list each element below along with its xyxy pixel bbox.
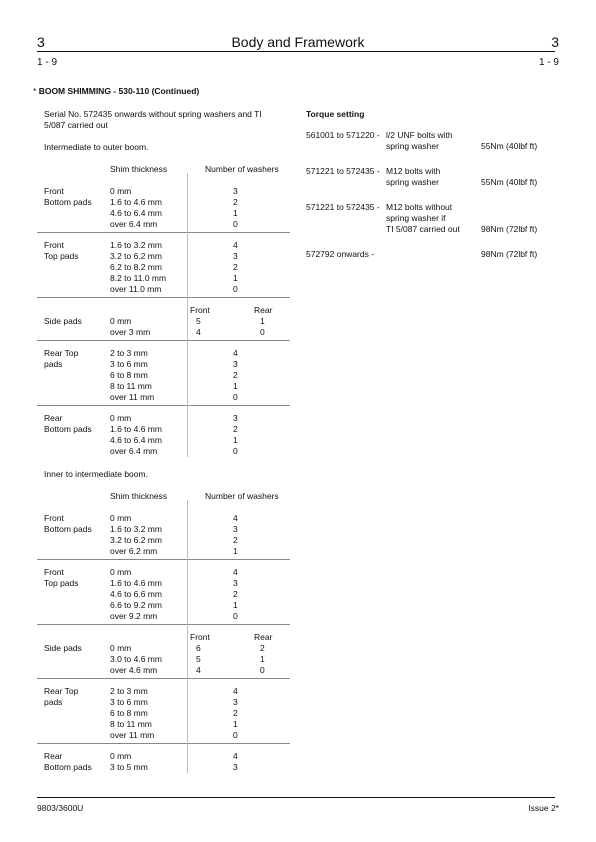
shim-thickness-value: 1.6 to 3.2 mm	[110, 240, 162, 250]
table-divider	[37, 340, 290, 341]
torque-value: 98Nm (72lbf ft)	[481, 224, 538, 234]
column-header-number-of-washers: Number of washers	[205, 164, 279, 174]
torque-value: 98Nm (72lbf ft)	[481, 249, 538, 259]
torque-value: 55Nm (40lbf ft)	[481, 177, 538, 187]
shim-thickness-value: 2 to 3 mm	[110, 348, 148, 358]
torque-bolt-description: M12 bolts with	[386, 166, 441, 176]
shim-thickness-value: 8 to 11 mm	[110, 381, 152, 391]
pad-group-label: Rear	[44, 751, 63, 761]
column-header-shim-thickness: Shim thickness	[110, 164, 168, 174]
table-divider	[37, 559, 290, 560]
section-number-left: 3	[37, 34, 45, 50]
shim-thickness-value: over 11 mm	[110, 730, 155, 740]
washers-value: 1	[233, 600, 238, 610]
section-heading	[33, 86, 199, 96]
washers-value: 2	[233, 589, 238, 599]
washers-value: 3	[233, 359, 238, 369]
washers-rear-value: 0	[260, 665, 265, 675]
washers-value: 3	[233, 762, 238, 772]
shim-thickness-value: over 6.4 mm	[110, 219, 158, 229]
shim-thickness-value: over 6.4 mm	[110, 446, 158, 456]
pad-group-label: Bottom pads	[44, 424, 92, 434]
pad-group-label: Rear Top	[44, 348, 79, 358]
washers-value: 3	[233, 251, 238, 261]
torque-serial-range: 571221 to 572435 -	[306, 166, 380, 176]
torque-serial-range: 572792 onwards -	[306, 249, 375, 259]
intro-line-1: Serial No. 572435 onwards without spring washers and TI	[44, 109, 262, 119]
shim-thickness-value: 1.6 to 4.6 mm	[110, 578, 162, 588]
pad-group-label: pads	[44, 697, 63, 707]
torque-bolt-description: spring washer if	[386, 213, 446, 223]
torque-bolt-description: TI 5/087 carried out	[386, 224, 460, 234]
pad-group-label: Rear	[44, 413, 63, 423]
shim-thickness-value: 0 mm	[110, 316, 132, 326]
shim-thickness-value: 6 to 8 mm	[110, 708, 148, 718]
shim-thickness-value: 3.0 to 4.6 mm	[110, 654, 162, 664]
shim-thickness-value: 2 to 3 mm	[110, 686, 148, 696]
shim-thickness-value: 6.2 to 8.2 mm	[110, 262, 162, 272]
footer-rule	[37, 797, 555, 798]
washers-value: 3	[233, 697, 238, 707]
washers-value: 2	[233, 370, 238, 380]
washers-value: 4	[233, 348, 238, 358]
shim-thickness-value: 3 to 5 mm	[110, 762, 148, 772]
shim-thickness-value: 1.6 to 3.2 mm	[110, 524, 162, 534]
shim-thickness-value: over 11 mm	[110, 392, 155, 402]
column-header-rear: Rear	[254, 632, 273, 642]
shim-thickness-value: 3.2 to 6.2 mm	[110, 535, 162, 545]
washers-value: 1	[233, 546, 238, 556]
shim-thickness-value: over 3 mm	[110, 327, 151, 337]
pad-group-label: Rear Top	[44, 686, 79, 696]
torque-serial-range: 571221 to 572435 -	[306, 202, 380, 212]
table-divider	[37, 678, 290, 679]
column-header-front: Front	[190, 632, 210, 642]
shim-thickness-value: 0 mm	[110, 751, 132, 761]
shim-thickness-value: 3.2 to 6.2 mm	[110, 251, 162, 261]
column-header-front: Front	[190, 305, 210, 315]
pad-group-label: Bottom pads	[44, 524, 92, 534]
washers-front-value: 6	[196, 643, 201, 653]
washers-value: 2	[233, 708, 238, 718]
washers-rear-value: 2	[260, 643, 265, 653]
washers-front-value: 5	[196, 654, 201, 664]
table-divider	[37, 232, 290, 233]
shim-thickness-value: 3 to 6 mm	[110, 359, 148, 369]
pad-group-label: pads	[44, 359, 63, 369]
pad-group-label: Bottom pads	[44, 762, 92, 772]
footer-document-code: 9803/3600U	[37, 803, 84, 813]
pad-group-label: Front	[44, 513, 64, 523]
page-title: Body and Framework	[231, 34, 365, 50]
page-number-right: 1 - 9	[538, 57, 559, 68]
column-header-rear: Rear	[254, 305, 273, 315]
column-divider	[187, 173, 188, 457]
shim-thickness-value: 6 to 8 mm	[110, 370, 148, 380]
revision-marker: *	[33, 86, 37, 96]
washers-rear-value: 1	[260, 316, 265, 326]
pad-group-label: Bottom pads	[44, 197, 92, 207]
washers-value: 2	[233, 535, 238, 545]
washers-value: 3	[233, 524, 238, 534]
table-divider	[37, 405, 290, 406]
washers-front-value: 4	[196, 665, 201, 675]
washers-value: 4	[233, 751, 238, 761]
shim-thickness-value: 1.6 to 4.6 mm	[110, 197, 162, 207]
pad-group-label: Side pads	[44, 643, 82, 653]
washers-value: 1	[233, 381, 238, 391]
pad-group-label: Top pads	[44, 251, 79, 261]
intro-line-2: 5/087 carried out	[44, 120, 108, 130]
page-number-left: 1 - 9	[37, 57, 58, 68]
torque-bolt-description: spring washer	[386, 177, 439, 187]
shim-thickness-value: over 11.0 mm	[110, 284, 162, 294]
column-header-number-of-washers: Number of washers	[205, 491, 279, 501]
column-divider	[187, 500, 188, 773]
pad-group-label: Top pads	[44, 578, 79, 588]
washers-rear-value: 1	[260, 654, 265, 664]
washers-value: 2	[233, 262, 238, 272]
torque-serial-range: 561001 to 571220 -	[306, 130, 380, 140]
washers-value: 0	[233, 392, 238, 402]
shim-thickness-value: 0 mm	[110, 413, 132, 423]
washers-value: 1	[233, 435, 238, 445]
torque-heading: Torque setting	[306, 109, 365, 119]
washers-rear-value: 0	[260, 327, 265, 337]
washers-value: 0	[233, 446, 238, 456]
shim-thickness-value: over 6.2 mm	[110, 546, 158, 556]
torque-bolt-description: l/2 UNF bolts with	[386, 130, 453, 140]
shim-thickness-value: 4.6 to 6.4 mm	[110, 435, 162, 445]
torque-value: 55Nm (40lbf ft)	[481, 141, 538, 151]
washers-value: 1	[233, 208, 238, 218]
shim-thickness-value: over 9.2 mm	[110, 611, 158, 621]
shim-thickness-value: 8.2 to 11.0 mm	[110, 273, 167, 283]
section-title-text: BOOM SHIMMING - 530-110 (Continued)	[38, 86, 200, 96]
washers-value: 0	[233, 611, 238, 621]
pad-group-label: Side pads	[44, 316, 82, 326]
shim-thickness-value: over 4.6 mm	[110, 665, 158, 675]
washers-value: 3	[233, 578, 238, 588]
washers-value: 1	[233, 719, 238, 729]
washers-value: 2	[233, 424, 238, 434]
footer-issue: Issue 2*	[528, 803, 559, 813]
table-heading: Inner to intermediate boom.	[44, 469, 148, 479]
table-heading: Intermediate to outer boom.	[44, 142, 149, 152]
shim-thickness-value: 4.6 to 6.6 mm	[110, 589, 162, 599]
shim-thickness-value: 0 mm	[110, 513, 132, 523]
washers-value: 3	[233, 413, 238, 423]
washers-value: 0	[233, 284, 238, 294]
shim-thickness-value: 0 mm	[110, 643, 132, 653]
pad-group-label: Front	[44, 186, 64, 196]
shim-thickness-value: 8 to 11 mm	[110, 719, 152, 729]
table-divider	[37, 624, 290, 625]
shim-thickness-value: 4.6 to 6.4 mm	[110, 208, 162, 218]
section-number-right: 3	[551, 34, 559, 50]
washers-value: 0	[233, 219, 238, 229]
washers-value: 3	[233, 186, 238, 196]
shim-thickness-value: 3 to 6 mm	[110, 697, 148, 707]
shim-thickness-value: 0 mm	[110, 567, 132, 577]
washers-value: 4	[233, 686, 238, 696]
washers-value: 4	[233, 513, 238, 523]
washers-value: 4	[233, 567, 238, 577]
washers-front-value: 4	[196, 327, 201, 337]
torque-bolt-description: spring washer	[386, 141, 439, 151]
pad-group-label: Front	[44, 240, 64, 250]
header-rule	[37, 51, 555, 52]
shim-thickness-value: 0 mm	[110, 186, 132, 196]
table-divider	[37, 297, 290, 298]
shim-thickness-value: 1.6 to 4.6 mm	[110, 424, 162, 434]
washers-value: 1	[233, 273, 238, 283]
washers-value: 2	[233, 197, 238, 207]
washers-value: 0	[233, 730, 238, 740]
washers-value: 4	[233, 240, 238, 250]
pad-group-label: Front	[44, 567, 64, 577]
shim-thickness-value: 6.6 to 9.2 mm	[110, 600, 162, 610]
table-divider	[37, 743, 290, 744]
torque-bolt-description: M12 bolts without	[386, 202, 453, 212]
washers-front-value: 5	[196, 316, 201, 326]
column-header-shim-thickness: Shim thickness	[110, 491, 168, 501]
